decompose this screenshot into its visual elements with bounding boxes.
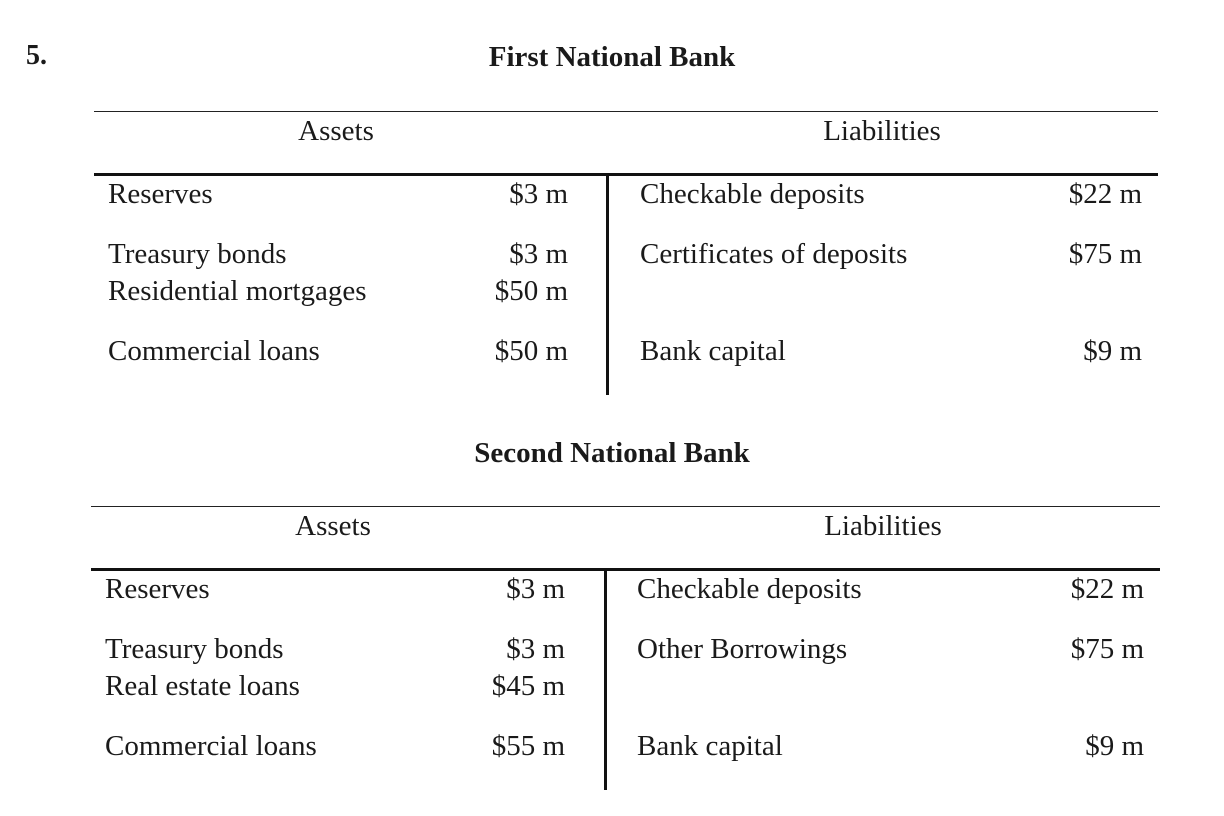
assets-header: Assets <box>298 115 374 147</box>
liability-label: Bank capital <box>637 730 783 762</box>
asset-label: Real estate loans <box>105 670 300 702</box>
liability-value: $22 m <box>1068 178 1142 210</box>
asset-label: Residential mortgages <box>108 275 367 307</box>
asset-label: Reserves <box>105 573 210 605</box>
t-account-second <box>91 506 1160 791</box>
asset-value: $3 m <box>509 178 568 210</box>
bank-title-first: First National Bank <box>488 41 736 73</box>
center-divider <box>606 173 609 395</box>
header-rule <box>91 568 1160 571</box>
top-rule <box>91 506 1160 507</box>
liability-value: $75 m <box>1070 633 1144 665</box>
liability-value: $9 m <box>1083 335 1142 367</box>
liability-label: Checkable deposits <box>640 178 865 210</box>
question-number: 5. <box>26 40 47 71</box>
header-rule <box>94 173 1158 176</box>
asset-value: $3 m <box>506 573 565 605</box>
asset-label: Treasury bonds <box>108 238 287 270</box>
asset-value: $55 m <box>491 730 565 762</box>
liability-value: $75 m <box>1068 238 1142 270</box>
asset-label: Commercial loans <box>105 730 317 762</box>
liabilities-header: Liabilities <box>824 510 942 542</box>
assets-header: Assets <box>295 510 371 542</box>
liability-label: Checkable deposits <box>637 573 862 605</box>
bank-title-second: Second National Bank <box>474 437 750 469</box>
liability-label: Other Borrowings <box>637 633 848 665</box>
t-account-first <box>94 111 1158 396</box>
top-rule <box>94 111 1158 112</box>
center-divider <box>604 568 607 790</box>
asset-value: $3 m <box>509 238 568 270</box>
asset-label: Reserves <box>108 178 213 210</box>
liability-value: $9 m <box>1085 730 1144 762</box>
liability-label: Bank capital <box>640 335 786 367</box>
asset-value: $45 m <box>491 670 565 702</box>
asset-value: $50 m <box>494 335 568 367</box>
liability-value: $22 m <box>1070 573 1144 605</box>
liabilities-header: Liabilities <box>823 115 941 147</box>
liability-label: Certificates of deposits <box>640 238 908 270</box>
asset-label: Treasury bonds <box>105 633 284 665</box>
asset-value: $50 m <box>494 275 568 307</box>
asset-value: $3 m <box>506 633 565 665</box>
asset-label: Commercial loans <box>108 335 320 367</box>
